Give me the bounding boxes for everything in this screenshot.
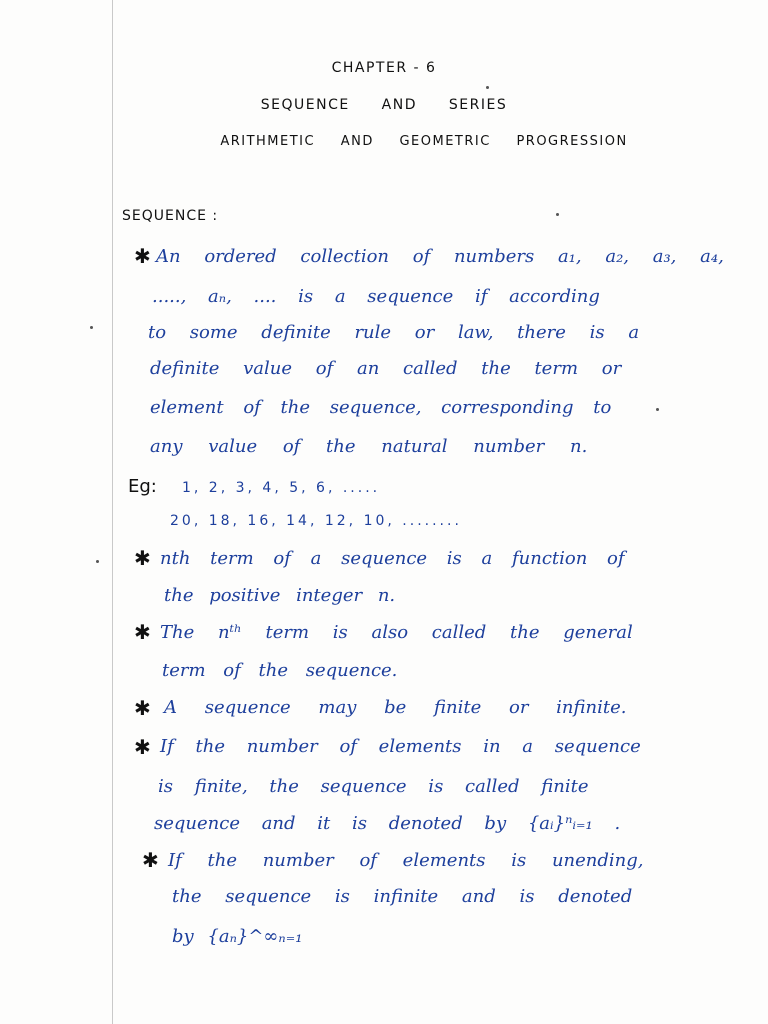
bullet-1-line-2: the positive integer n.	[164, 585, 396, 606]
paper-speck	[90, 326, 93, 329]
definition-line-1: An ordered collection of numbers a₁, a₂, a₃, a₄,	[156, 246, 724, 267]
example-sequence-1: 1, 2, 3, 4, 5, 6, .....	[182, 480, 381, 496]
bullet-3-line-1: A sequence may be finite or infinite.	[164, 697, 627, 718]
example-sequence-2: 20, 18, 16, 14, 12, 10, ........	[170, 513, 462, 529]
definition-line-4: definite value of an called the term or	[150, 358, 622, 379]
chapter-heading: CHAPTER - 6	[331, 60, 437, 76]
section-heading: SEQUENCE :	[122, 208, 219, 224]
definition-line-5: element of the sequence, corresponding to	[150, 397, 612, 418]
paper-speck	[96, 560, 99, 563]
page-title: SEQUENCE AND SERIES	[260, 97, 508, 113]
margin-rule	[112, 0, 113, 1024]
page-subtitle: ARITHMETIC AND GEOMETRIC PROGRESSION	[220, 134, 628, 149]
asterisk-bullet-icon: ✱	[134, 620, 151, 644]
paper-speck	[486, 86, 489, 89]
asterisk-bullet-icon: ✱	[142, 848, 159, 872]
asterisk-bullet-icon: ✱	[134, 696, 151, 720]
definition-line-3: to some definite rule or law, there is a	[148, 322, 640, 343]
paper-speck	[656, 408, 659, 411]
definition-line-2: ....., aₙ, .... is a sequence if according	[152, 286, 600, 307]
bullet-4-line-1: If the number of elements in a sequence	[160, 736, 641, 757]
paper-speck	[556, 213, 559, 216]
bullet-1-line-1: nth term of a sequence is a function of	[160, 548, 625, 569]
example-label: Eg:	[128, 476, 157, 497]
bullet-2-line-1: The nᵗʰ term is also called the general	[160, 622, 633, 643]
bullet-4-line-2: is finite, the sequence is called finite	[158, 776, 589, 797]
bullet-4-line-3: sequence and it is denoted by {aᵢ}ⁿᵢ₌₁ .	[154, 813, 621, 834]
bullet-5-line-3: by {aₙ}^∞ₙ₌₁	[172, 926, 303, 947]
asterisk-bullet-icon: ✱	[134, 546, 151, 570]
asterisk-bullet-icon: ✱	[134, 244, 151, 268]
bullet-2-line-2: term of the sequence.	[162, 660, 398, 681]
definition-line-6: any value of the natural number n.	[150, 436, 588, 457]
asterisk-bullet-icon: ✱	[134, 735, 151, 759]
bullet-5-line-2: the sequence is infinite and is denoted	[172, 886, 633, 907]
bullet-5-line-1: If the number of elements is unending,	[168, 850, 644, 871]
